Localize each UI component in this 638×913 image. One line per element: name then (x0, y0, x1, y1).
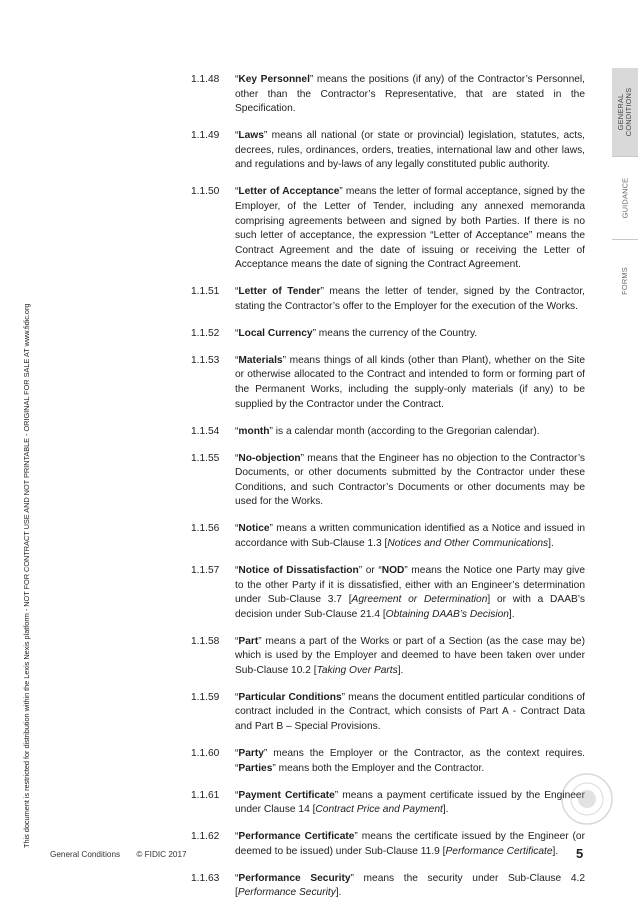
definition-number: 1.1.62 (191, 831, 220, 843)
definition-number: 1.1.63 (191, 872, 220, 884)
definition-text: “Key Personnel” means the positions (if any) of the Contractor’s Personnel, other than the Contractor’s Representative, that are stated in the Specification. (235, 74, 585, 115)
definition-text: “Part” means a part of the Works or part of a Section (as the case may be) which is used by the Employer and deemed to have been taken over under Sub-Clause 10.2 [Taking Over Parts]. (235, 635, 585, 676)
definition-text: “Particular Conditions” means the document entitled particular conditions of contract included in the Contract, which consists of Part A - Contract Data and Part B – Special Provisions. (235, 691, 585, 733)
fidic-seal-watermark (560, 772, 614, 826)
definition-text: “Laws” means all national (or state or provincial) legislation, statutes, acts, decrees, rules, ordinances, orders, treaties, international law and other laws, and regulations and by-laws of any legally constituted public authority. (235, 130, 585, 171)
definition-text: “Performance Security” means the security under Sub-Clause 4.2 [Performance Security]. (235, 872, 585, 899)
definition-number: 1.1.48 (191, 74, 220, 85)
tab-forms-label: FORMS (620, 267, 629, 295)
definition-item (191, 327, 585, 342)
definition-number: 1.1.61 (191, 789, 220, 801)
definition-number: 1.1.53 (191, 354, 220, 366)
definition-item (191, 747, 585, 776)
definition-text: “Local Currency” means the currency of the Country. (235, 327, 478, 339)
definition-item (191, 185, 585, 273)
definition-text: “Performance Certificate” means the certificate issued by the Engineer (or deemed to be issued) under Sub-Clause 11.9 [Performance Certificate]. (235, 831, 585, 857)
definition-number: 1.1.58 (191, 635, 220, 647)
distribution-notice: This document is restricted for distribution within the Lexis Nexis platform - NOT FOR CONTRACT USE AND NOT PRINTABLE - ORIGINAL FOR SALE AT www.fidic.org (22, 303, 31, 848)
footer-title: General Conditions (50, 850, 121, 859)
footer-copyright: © FIDIC 2017 (136, 850, 187, 859)
definition-item (191, 73, 585, 117)
definition-number: 1.1.52 (191, 327, 220, 339)
definition-item (191, 129, 585, 173)
definition-item (191, 354, 585, 412)
definition-text: “No-objection” means that the Engineer has no objection to the Contractor’s Documents, or other documents submitted by the Contractor under these Conditions, and such Contractor’s Documents or other documents may be used for the Works. (235, 452, 585, 508)
definition-number: 1.1.50 (191, 186, 220, 198)
tab-guidance-label: GUIDANCE (620, 177, 629, 219)
definition-number: 1.1.60 (191, 748, 220, 760)
definition-number: 1.1.51 (191, 286, 220, 298)
definition-number: 1.1.55 (191, 452, 220, 464)
footer (50, 850, 201, 859)
definition-item (191, 872, 585, 901)
tab-forms[interactable] (612, 240, 638, 322)
definition-item (191, 635, 585, 679)
page-number: 5 (576, 846, 584, 861)
definition-text: “Notice” means a written communication identified as a Notice and issued in accordance with Sub-Clause 1.3 [Notices and Other Communications]. (235, 523, 585, 549)
definition-number: 1.1.56 (191, 523, 220, 535)
definition-item (191, 452, 585, 510)
definition-item (191, 285, 585, 314)
definition-text: “month” is a calendar month (according to the Gregorian calendar). (235, 425, 540, 437)
definition-item (191, 425, 585, 440)
definition-text: “Party” means the Employer or the Contractor, as the context requires. “Parties” means both the Employer and the Contractor. (235, 748, 585, 774)
definition-number: 1.1.57 (191, 564, 220, 576)
definition-item (191, 789, 585, 818)
definition-text: “Payment Certificate” means a payment certificate issued by the Engineer under Clause 14 [Contract Price and Payment]. (235, 789, 585, 816)
definitions-list (191, 73, 585, 913)
definition-item (191, 564, 585, 622)
tab-general-conditions-label: GENERAL CONDITIONS (616, 87, 633, 137)
tab-general-conditions[interactable] (612, 68, 638, 156)
definition-text: “Letter of Tender” means the letter of tender, signed by the Contractor, stating the Contractor’s offer to the Employer for the execution of the Works. (235, 286, 585, 312)
definition-number: 1.1.49 (191, 130, 220, 142)
definition-number: 1.1.59 (191, 691, 220, 703)
definition-text: “Notice of Dissatisfaction” or “NOD” means the Notice one Party may give to the other Party if it is dissatisfied, either with an Engineer’s determination under Sub-Clause 3.7 [Agreement or Determination] or with a DAAB’s decision under Sub-Clause 21.4 [Obtaining DAAB’s Decision]. (235, 564, 585, 620)
definition-item (191, 691, 585, 735)
definition-text: “Letter of Acceptance” means the letter of formal acceptance, signed by the Employer, of the Letter of Tender, including any annexed memoranda comprising agreements between and signed by both Parties. If there is no such letter of acceptance, the expression “Letter of Acceptance” means the Contract Agreement and the date of issuing or receiving the Letter of Acceptance means the date of signing the Contract Agreement. (235, 186, 585, 271)
tab-guidance[interactable] (612, 157, 638, 239)
definition-item (191, 522, 585, 551)
definition-item (191, 830, 585, 859)
definition-text: “Materials” means things of all kinds (other than Plant), whether on the Site or otherwise allocated to the Contract and intended to form or forming part of the Permanent Works, including the supply-only materials (if any) to be supplied by the Contractor under the Contract. (235, 354, 585, 410)
definition-number: 1.1.54 (191, 425, 220, 437)
